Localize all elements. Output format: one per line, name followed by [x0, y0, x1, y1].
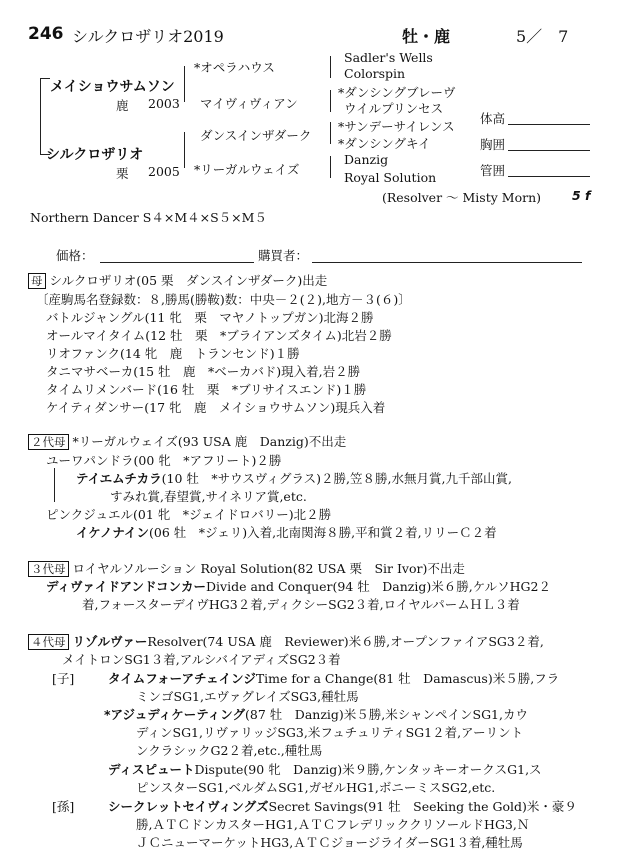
offspring-tag: [子]	[52, 671, 75, 686]
dam-name: シルクロザリオ	[46, 147, 144, 163]
g3-section-heading: ロイヤルソルーション Royal Solution(82 USA 栗 Sir Ivor)不出走	[72, 561, 465, 576]
sire-name: メイショウサムソン	[50, 79, 175, 95]
g3-5: *サンデーサイレンス	[338, 119, 455, 134]
list-item: ケイティダンサー(17 牝 鹿 メイショウサムソン)現兵入着	[46, 400, 386, 415]
dam-year: 2005	[148, 164, 180, 179]
list-item-detail: Secret Savings(91 牡 Seeking the Gold)米・豪９	[268, 799, 577, 814]
grandchild-tag: [孫]	[52, 799, 75, 814]
dam-sire: ダンスインザダーク	[200, 128, 312, 143]
list-item: タニマサベーカ(15 牡 鹿 *ベーカバド)現入着,岩２勝	[46, 364, 361, 379]
list-item	[76, 523, 497, 541]
notable-horse: テイエムチカラ	[76, 471, 162, 486]
list-item-detail: Divide and Conquer(94 牡 Danzig)米６勝,ケルソHG2２	[206, 579, 551, 594]
list-item: オールマイタイム(12 牡 栗 *ブライアンズタイム)北岩２勝	[46, 328, 392, 343]
dam-dam: *リーガルウェイズ	[194, 162, 300, 177]
notable-horse: *アジュディケーティング	[104, 707, 246, 722]
section-tag: 母	[28, 273, 46, 289]
g3-section-title	[28, 559, 465, 577]
sire-sire: *オペラハウス	[194, 60, 275, 75]
section-tag: ４代母	[28, 634, 69, 650]
horse-name: シルクロザリオ2019	[72, 27, 224, 46]
g3-3: *ダンシングブレーヴ	[338, 85, 456, 100]
dam-color: 栗	[116, 166, 129, 181]
list-item	[104, 705, 528, 723]
g3-7: Danzig	[344, 152, 389, 167]
g2-section-title	[28, 432, 346, 450]
list-item	[46, 577, 551, 595]
sire-year: 2003	[148, 96, 180, 111]
height-label: 体高	[480, 111, 506, 126]
price-label: 価格：	[56, 248, 94, 263]
cannon-label: 管囲	[480, 163, 506, 178]
g3-4: ウイルプリンセス	[344, 101, 444, 116]
descendant-line	[54, 468, 55, 502]
sire-dam: マイヴィヴィアン	[200, 96, 298, 111]
notable-horse: ディスピュート	[108, 762, 195, 777]
sex-color: 牡・鹿	[402, 27, 451, 46]
ped-line	[40, 78, 50, 79]
notable-horse: リゾルヴァー	[72, 634, 148, 649]
list-item-detail: (06 牡 *ジェリ)入着,北南関海８勝,平和賞２着,リリーＣ２着	[149, 525, 497, 540]
sire-color: 鹿	[116, 98, 129, 113]
ped-line	[330, 56, 331, 78]
list-item: メイトロンSG1３着,アルシバイアディズSG2３着	[62, 652, 341, 667]
g3-2: Colorspin	[344, 66, 406, 81]
list-item: ディンSG1,リヴァリッジSG3,米フュチュリティSG1２着,アーリント	[136, 725, 524, 740]
list-item: ユーワパンドラ(00 牝 *アフリート)２勝	[46, 453, 282, 468]
cannon-field	[508, 176, 590, 177]
list-item: ンクラシックG2２着,etc.,種牡馬	[136, 743, 323, 758]
ped-line	[184, 66, 185, 102]
g3-1: Sadler's Wells	[344, 50, 433, 65]
g2-section-heading: *リーガルウェイズ(93 USA 鹿 Danzig)不出走	[72, 434, 347, 449]
ped-line	[184, 132, 185, 168]
list-item: ピンクジュエル(01 牝 *ジェイドロバリー)北２勝	[46, 507, 332, 522]
list-item: 〔産駒馬名登録数：８,勝馬(勝鞍)数：中央－２(２),地方－３(６)〕	[36, 292, 411, 307]
price-field	[100, 262, 254, 263]
section-tag: ３代母	[28, 561, 69, 577]
list-item: 着,フォースターデイヴHG3２着,ディクシーSG2３着,ロイヤルパームＨＬ３着	[82, 597, 520, 612]
list-item-detail: Dispute(90 牝 Danzig)米９勝,ケンタッキーオークスG1,ス	[194, 762, 542, 777]
list-item: リオファンク(14 牝 鹿 トランセンド)１勝	[46, 346, 300, 361]
list-item: 勝,ＡＴＣドンカスターHG1,ＡＴＣフレデリッククリソールドHG3,Ｎ	[136, 817, 530, 832]
dam-section-title	[28, 271, 327, 289]
list-item	[108, 669, 559, 687]
catalog-number: 246	[28, 24, 64, 44]
list-item-detail: (87 牡 Danzig)米５勝,米シャンペインSG1,カウ	[245, 707, 528, 722]
list-item: バトルジャングル(11 牝 栗 マヤノトップガン)北海２勝	[46, 310, 374, 325]
family-number: 5 f	[572, 188, 591, 203]
section-tag: ２代母	[28, 434, 69, 450]
list-item-detail: Resolver(74 USA 鹿 Reviewer)米６勝,オープンファイアSG3２着,	[147, 634, 544, 649]
female-tail: (Resolver ～ Misty Morn)	[382, 190, 542, 205]
list-item	[108, 797, 577, 815]
g3-8: Royal Solution	[344, 170, 437, 185]
dam-section-heading: シルクロザリオ(05 栗 ダンスインザダーク)出走	[49, 273, 328, 288]
list-item: ピンスターSG1,ベルダムSG1,ガゼルHG1,ボニーミスSG2,etc.	[136, 780, 496, 795]
inbreeding: Northern Dancer S４×M４×S５×M５	[30, 210, 267, 225]
buyer-field	[312, 262, 582, 263]
sale-date: 5／ 7	[516, 27, 569, 46]
ped-line	[330, 156, 331, 178]
ped-line	[330, 90, 331, 112]
height-field	[508, 124, 590, 125]
list-item	[76, 469, 512, 487]
list-item-detail: (10 牡 *サウスヴィグラス)２勝,笠８勝,水無月賞,九千部山賞,	[161, 471, 512, 486]
list-item-detail: Time for a Change(81 牡 Damascus)米５勝,フラ	[255, 671, 560, 686]
list-item: タイムリメンバード(16 牡 栗 *ブリサイスエンド)１勝	[46, 382, 367, 397]
notable-horse: シークレットセイヴィングズ	[108, 799, 269, 814]
chest-label: 胸囲	[480, 137, 506, 152]
list-item	[108, 760, 542, 778]
notable-horse: イケノナイン	[76, 525, 150, 540]
g3-6: *ダンシングキイ	[338, 136, 431, 151]
ped-line	[40, 78, 41, 154]
notable-horse: ディヴァイドアンドコンカー	[46, 579, 207, 594]
notable-horse: タイムフォーアチェインジ	[108, 671, 256, 686]
chest-field	[508, 150, 590, 151]
g4-section-title	[28, 632, 544, 650]
list-item: ＪＣニューマーケットHG3,ＡＴＣジョージライダーSG1３着,種牡馬	[136, 835, 523, 850]
buyer-label: 購買者：	[258, 248, 309, 263]
ped-line	[330, 122, 331, 144]
list-item: すみれ賞,春望賞,サイネリア賞,etc.	[110, 489, 307, 504]
list-item: ミンゴSG1,エヴァグレイズSG3,種牡馬	[136, 689, 359, 704]
